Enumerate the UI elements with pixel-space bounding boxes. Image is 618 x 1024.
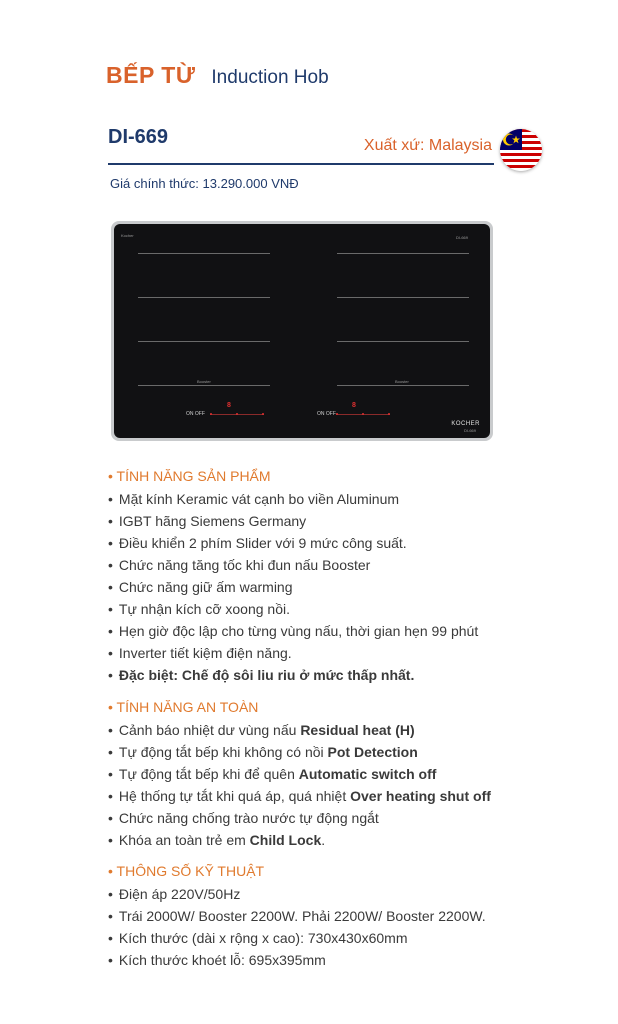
official-price: Giá chính thức: 13.290.000 VNĐ [110,176,299,191]
zone-line [337,341,469,342]
slider-dot [362,413,364,415]
list-item: • Điều khiển 2 phím Slider với 9 mức công suất. [108,532,478,554]
induction-hob-image [111,221,493,441]
hob-top-left-text: Kocher [121,233,134,238]
zone-line [337,385,469,386]
list-item: • Trái 2000W/ Booster 2200W. Phải 2200W/ Booster 2200W. [108,905,486,927]
list-item: • IGBT hãng Siemens Germany [108,510,478,532]
zone-line [138,341,270,342]
list-item: • Kích thước khoét lỗ: 695x395mm [108,949,486,971]
power-control-left: ON OFF [186,411,205,417]
zone-line [138,253,270,254]
list-item: • Kích thước (dài x rộng x cao): 730x430x60mm [108,927,486,949]
slider-dot [210,413,212,415]
power-display-left: 8 [227,402,231,409]
hob-brand-logo: KOCHER [451,421,480,427]
zone-line [138,297,270,298]
zone-line [337,253,469,254]
list-item: • Hẹn giờ độc lập cho từng vùng nấu, thời gian hẹn 99 phút [108,620,478,642]
list-item: • Inverter tiết kiệm điện năng. [108,642,478,664]
list-item: • Đặc biệt: Chế độ sôi liu riu ở mức thấp nhất. [108,664,478,686]
list-item: • Tự nhận kích cỡ xoong nồi. [108,598,478,620]
section-heading-text: TÍNH NĂNG AN TOÀN [116,699,259,715]
list-item: • Chức năng tăng tốc khi đun nấu Booster [108,554,478,576]
list-item: • Tự động tắt bếp khi để quên Automatic switch off [108,763,491,785]
slider-dot [262,413,264,415]
slider-dot [388,413,390,415]
title-vietnamese: BẾP TỪ [106,62,196,88]
header-divider [108,163,494,165]
slider-dot [236,413,238,415]
booster-label-left: Booster [197,379,211,384]
model-number: DI-669 [108,126,169,148]
section-heading-text: TÍNH NĂNG SẢN PHẨM [116,468,271,484]
features-list [108,488,478,686]
section-heading-features: • TÍNH NĂNG SẢN PHẨM [108,468,271,484]
power-control-right: ON OFF [317,411,336,417]
power-display-right: 8 [352,402,356,409]
malaysia-flag-icon [500,129,542,171]
safety-list [108,719,491,851]
origin-label: Xuất xứ: Malaysia [363,137,492,154]
list-item: • Mặt kính Keramic vát cạnh bo viền Aluminum [108,488,478,510]
list-item: • Chức năng giữ ấm warming [108,576,478,598]
zone-line [138,385,270,386]
hob-brand-sub: DI-669 [463,428,476,433]
list-item: • Hệ thống tự tắt khi quá áp, quá nhiệt Over heating shut off [108,785,491,807]
section-heading-safety: • TÍNH NĂNG AN TOÀN [108,699,259,715]
list-item: • Điện áp 220V/50Hz [108,883,486,905]
slider-dot [336,413,338,415]
booster-label-right: Booster [395,379,409,384]
zone-line [337,297,469,298]
list-item: • Khóa an toàn trẻ em Child Lock. [108,829,491,851]
hob-top-right-text: DI-669 [455,235,468,240]
section-heading-text: THÔNG SỐ KỸ THUẬT [116,863,265,879]
list-item: • Chức năng chống trào nước tự động ngắt [108,807,491,829]
title-english: Induction Hob [211,67,329,88]
list-item: • Tự động tắt bếp khi không có nồi Pot Detection [108,741,491,763]
specs-list [108,883,486,971]
section-heading-specs: • THÔNG SỐ KỸ THUẬT [108,863,265,879]
page-title [106,62,329,89]
hob-glass-surface [114,224,490,438]
list-item: • Cảnh báo nhiệt dư vùng nấu Residual heat (H) [108,719,491,741]
